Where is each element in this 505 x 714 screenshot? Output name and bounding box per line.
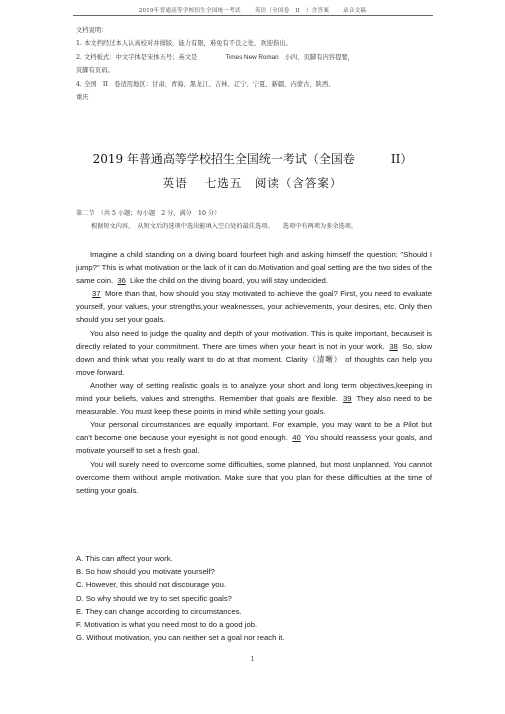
section-instruction: 根据短文内容， 从短文后的选项中选出能填入空白处的最佳选项。 选项中有两项为多余选项。 xyxy=(91,223,358,230)
passage-paragraph-2 xyxy=(76,287,432,326)
option-e: E. They can change according to circumstances. xyxy=(76,606,242,616)
document-notes xyxy=(76,24,436,104)
notes-heading: 文档说明： xyxy=(76,27,108,34)
option-d: D. So why should we try to set specific goals? xyxy=(76,593,232,603)
option-b: B. So how should you motivate yourself? xyxy=(76,567,215,577)
option-a: A. This can affect your work. xyxy=(76,554,173,563)
option-f: F. Motivation is what you need most to do a good job. xyxy=(76,620,258,630)
notes-line-2 xyxy=(76,51,436,64)
paragraph-text: Like the child on the diving board, you will stay undecided. xyxy=(130,276,328,286)
passage-paragraph-5 xyxy=(76,418,432,457)
page-header xyxy=(0,6,505,14)
blank-39: 39 xyxy=(342,394,352,404)
header-exam-title: 2019年普通高等学校招生全国统一考试 xyxy=(138,8,241,14)
paragraph-text: You also need to judge the quality and depth of your motivation. This is quite important, becauseit is directly related to your commitment. There are times when your heart is not in your work. xyxy=(76,328,432,351)
option-g: G. Without motivation, you can neither set a goal nor reach it. xyxy=(76,633,285,643)
reading-passage xyxy=(76,248,432,497)
notes-font-name: Times New Roman xyxy=(225,53,279,61)
option-c: C. However, this should not discourage you. xyxy=(76,580,226,590)
answer-options xyxy=(76,552,436,644)
page-number: 1 xyxy=(250,656,255,663)
section-heading: 第二节 （共 5 小题；每小题 2 分，满分 10 分） xyxy=(76,210,221,217)
paragraph-text: They also need to be measurable. You must keep these points in mind while setting your goals. xyxy=(76,394,432,417)
passage-paragraph-4 xyxy=(76,379,432,418)
passage-paragraph-1 xyxy=(76,248,432,287)
header-transcript: 录音文稿 xyxy=(343,8,367,14)
notes-line-3: 4. 全国 II 卷适用地区：甘肃、青海、黑龙江、吉林、辽宁、宁夏、新疆、内蒙古、陕西、 xyxy=(76,80,335,88)
paragraph-text: Your personal circumstances are equally important. For example, you may want to be a Pilot but can't become one because your eyesight is not good enough. xyxy=(76,420,432,443)
blank-40: 40 xyxy=(292,433,301,443)
document-subtitle: 英语 七选五 阅读（含答案） xyxy=(162,176,343,190)
blank-37: 37 xyxy=(92,289,101,299)
notes-line-2-part-c: 小四，页脚有内容提要， xyxy=(284,53,354,61)
notes-line-1: 1. 本文档经过本人认真校对并排版，能力有限，难免有不良之处，欢迎指出。 xyxy=(76,40,292,48)
paragraph-text: More than that, how should you stay motivated to achieve the goal? First, you need to evaluate yourself, your values, your strengths,your weaknesses, your achievements, your desires, etc. Only then should you set your goals. xyxy=(76,289,432,325)
paragraph-text: So, slow down and think what you really want to do at that moment. Clarity（清晰） of thoughts can help you move forward. xyxy=(76,341,432,377)
notes-line-3-cont: 重庆 xyxy=(76,94,89,102)
blank-38: 38 xyxy=(389,341,398,351)
blank-36: 36 xyxy=(117,276,126,286)
header-divider xyxy=(73,15,433,16)
paragraph-text: You should reassess your goals, and motivate yourself to set a fresh goal. xyxy=(76,433,432,456)
document-title: 2019 年普通高等学校招生全国统一考试（全国卷 II） xyxy=(92,152,413,166)
passage-paragraph-6: You will surely need to overcome some difficulties, some planned, but most unplanned. You cannot overcome them without ample motivation. Make sure that you plan for these difficulties at the time of setting your goals. xyxy=(76,459,432,495)
paragraph-text: Imagine a child standing on a diving board fourfeet high and asking himself the question: "Should I jump?" This is what motivation or the lack of it can do.Motivation and goal setting are the two sides of the same coin. xyxy=(76,250,432,286)
header-subject: 英语（全国卷 II ）含答案 xyxy=(254,8,330,14)
paragraph-text: Another way of setting realistic goals is to analyze your short and long term objectives,keeping in mind your beliefs, values and strengths. Remember that goals are flexible. xyxy=(76,380,432,404)
notes-line-2-cont: 页脚有页码。 xyxy=(76,67,114,75)
passage-paragraph-3 xyxy=(76,327,432,379)
notes-line-2-part-a: 2. 文档板式：中文字体是宋体五号；英文是 xyxy=(76,53,198,61)
